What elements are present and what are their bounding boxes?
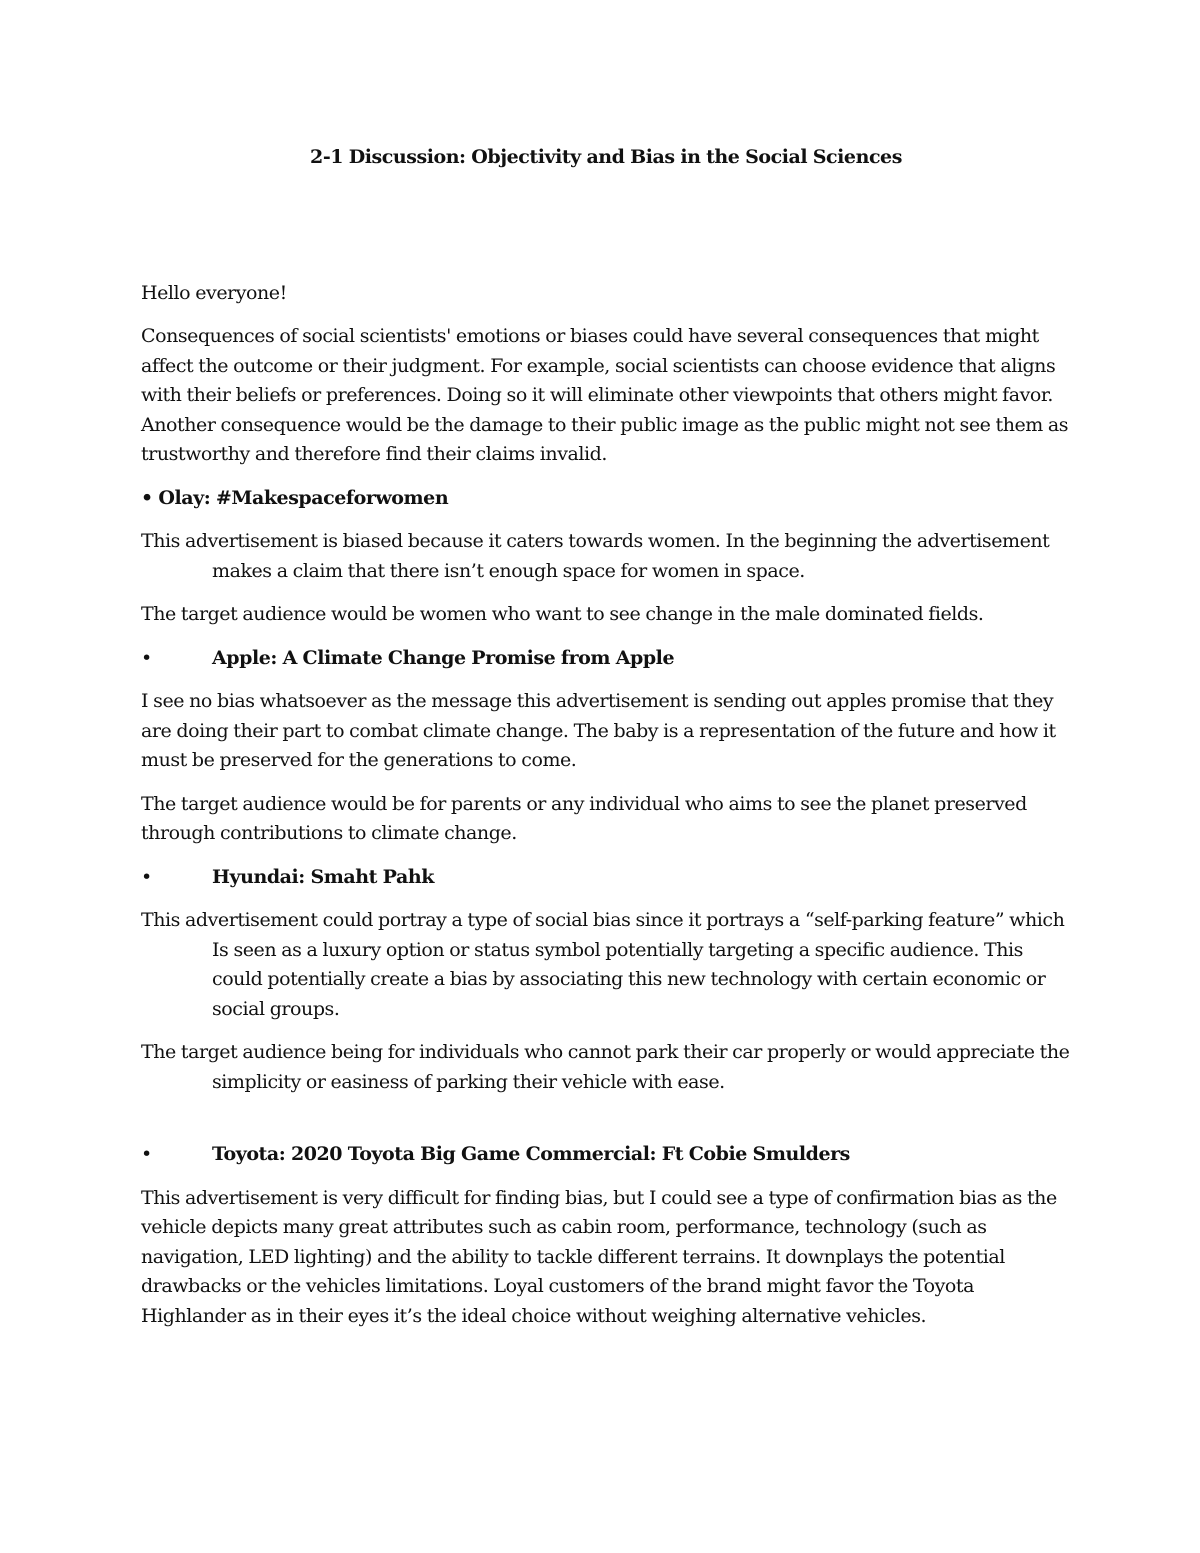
olay-heading	[141, 484, 1071, 514]
olay-heading-text: Olay: #Makespaceforwomen	[158, 486, 449, 509]
document-title: 2-1 Discussion: Objectivity and Bias in the Social Sciences	[310, 146, 902, 168]
greeting: Hello everyone!	[141, 281, 287, 304]
olay-audience: The target audience would be women who want to see change in the male dominated fields.	[141, 603, 984, 625]
toyota-analysis: This advertisement is very difficult for finding bias, but I could see a type of confirmation bias as the vehicle depicts many great attributes such as cabin room, performance, technology (such as navigation, LED lighting) and the ability to tackle different terrains. It downplays the potential drawbacks or the vehicles limitations. Loyal customers of the brand might favor the Toyota Highlander as in their eyes it’s the ideal choice without weighing alternative vehicles.	[141, 1186, 1057, 1327]
apple-heading-text: Apple: A Climate Change Promise from Apple	[212, 646, 675, 669]
toyota-heading-text: Toyota: 2020 Toyota Big Game Commercial: Ft Cobie Smulders	[212, 1143, 850, 1165]
intro-paragraph: Consequences of social scientists' emotions or biases could have several consequences that might affect the outcome or their judgment. For example, social scientists can choose evidence that aligns with their beliefs or preferences. Doing so it will eliminate other viewpoints that others might favor. Another consequence would be the damage to their public image as the public might not see them as trustworthy and therefore find their claims invalid.	[141, 325, 1069, 465]
bullet-icon: •	[141, 865, 152, 888]
bullet-icon: •	[141, 486, 153, 509]
bullet-icon: •	[141, 646, 152, 669]
document-body	[141, 143, 1071, 1345]
apple-audience: The target audience would be for parents or any individual who aims to see the planet preserved through contributions to climate change.	[141, 792, 1027, 844]
hyundai-audience: The target audience being for individuals who cannot park their car properly or would appreciate the simplicity or easiness of parking their vehicle with ease.	[141, 1041, 1070, 1093]
olay-analysis: This advertisement is biased because it caters towards women. In the beginning the advertisement makes a claim that there isn’t enough space for women in space.	[141, 530, 1050, 582]
bullet-icon: •	[141, 1143, 152, 1165]
apple-analysis: I see no bias whatsoever as the message this advertisement is sending out apples promise that they are doing their part to combat climate change. The baby is a representation of the future and how it must be preserved for the generations to come.	[141, 690, 1056, 771]
hyundai-heading	[141, 863, 1071, 893]
hyundai-heading-text: Hyundai: Smaht Pahk	[212, 865, 434, 888]
toyota-heading	[141, 1140, 1071, 1170]
hyundai-analysis: This advertisement could portray a type of social bias since it portrays a “self-parking feature” which Is seen as a luxury option or status symbol potentially targeting a specific audience. This could potentially create a bias by associating this new technology with certain economic or social groups.	[141, 909, 1065, 1020]
apple-heading	[141, 644, 1071, 674]
